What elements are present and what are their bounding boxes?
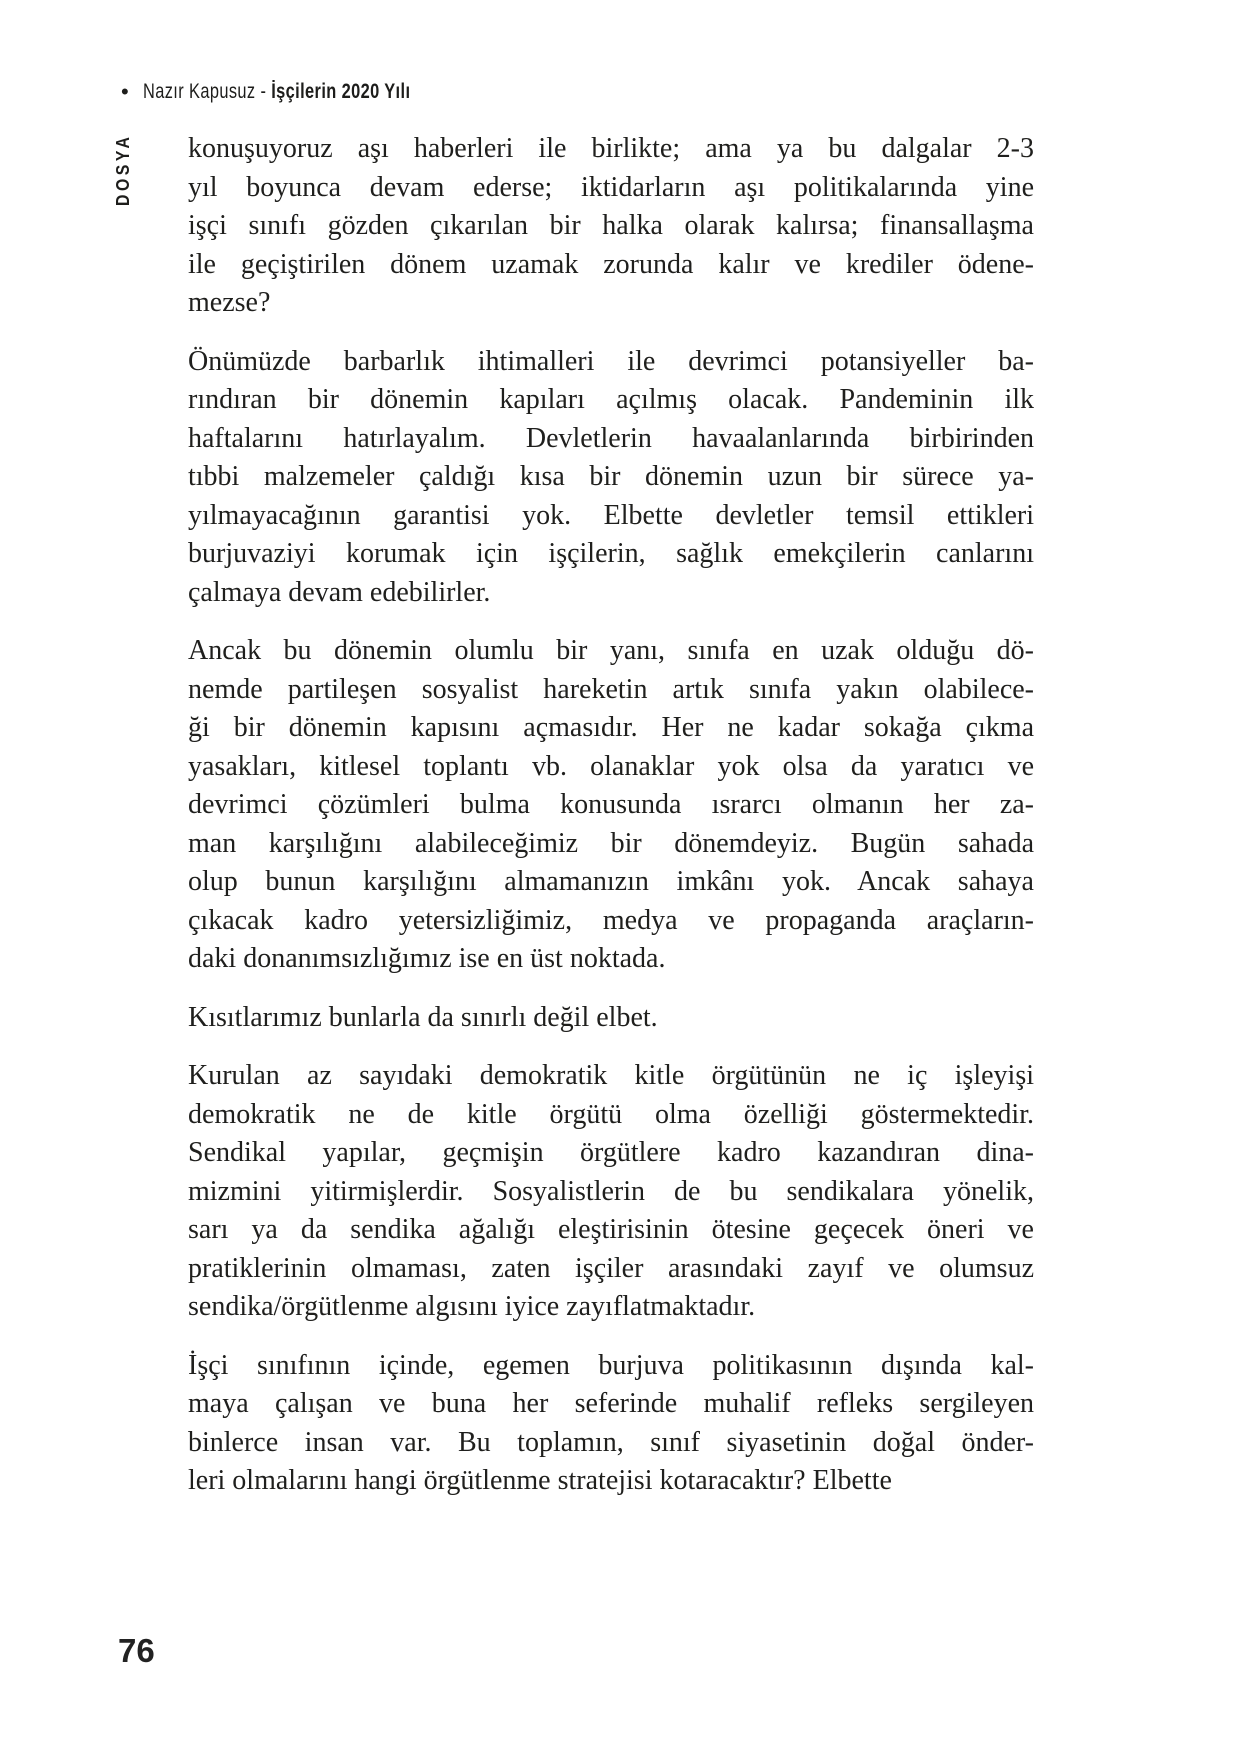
text-line: pratiklerinin olmaması, zaten işçiler arasındaki zayıf ve olumsuz [188, 1252, 1034, 1284]
text-line: mizmini yitirmişlerdir. Sosyalistlerin de bu sendikalara yönelik, [188, 1175, 1034, 1207]
paragraph [188, 1347, 1034, 1501]
text-line: mezse? [188, 287, 271, 318]
header-bullet-icon: • [121, 79, 129, 104]
text-line: Önümüzde barbarlık ihtimalleri ile devrimci potansiyeller ba- [188, 345, 1034, 377]
text-line: sendika/örgütlenme algısını iyice zayıflatmaktadır. [188, 1291, 756, 1322]
paragraph [188, 1057, 1034, 1327]
text-line: haftalarını hatırlayalım. Devletlerin havaalanlarında birbirinden [188, 422, 1034, 454]
text-line: maya çalışan ve buna her seferinde muhalif refleks sergileyen [188, 1388, 1034, 1419]
text-line: işçi sınıfı gözden çıkarılan bir halka olarak kalırsa; finansallaşma [188, 210, 1034, 241]
text-line: burjuvaziyi korumak için işçilerin, sağlık emekçilerin canlarını [188, 538, 1034, 569]
header-text [143, 80, 410, 104]
text-line: Kısıtlarımız bunlarla da sınırlı değil elbet. [188, 1001, 658, 1033]
text-line: çalmaya devam edebilirler. [188, 576, 491, 608]
text-line: daki donanımsızlığımız ise en üst noktada. [188, 943, 666, 974]
page-number: 76 [118, 1632, 155, 1669]
running-header [121, 80, 486, 104]
text-line: sarı ya da sendika ağalığı eleştirisinin ötesine geçecek öneri ve [188, 1214, 1034, 1245]
text-line: ile geçiştirilen dönem uzamak zorunda kalır ve krediler ödene- [188, 248, 1034, 280]
text-line: demokratik ne de kitle örgütü olma özelliği göstermektedir. [188, 1098, 1034, 1130]
text-line: yılmayacağının garantisi yok. Elbette devletler temsil ettikleri [188, 499, 1034, 531]
text-line: leri olmalarını hangi örgütlenme stratejisi kotaracaktır? Elbette [188, 1465, 892, 1496]
text-line: konuşuyoruz aşı haberleri ile birlikte; ama ya bu dalgalar 2-3 [188, 133, 1034, 164]
header-article-title: İşçilerin 2020 Yılı [270, 80, 411, 103]
text-line: tıbbi malzemeler çaldığı kısa bir dönemin uzun bir sürece ya- [188, 461, 1034, 492]
text-line: Ancak bu dönemin olumlu bir yanı, sınıfa en uzak olduğu dö- [188, 635, 1034, 666]
text-line: nemde partileşen sosyalist hareketin artık sınıfa yakın olabilece- [188, 673, 1034, 705]
text-line: ği bir dönemin kapısını açmasıdır. Her ne kadar sokağa çıkma [188, 712, 1034, 743]
text-line: rındıran bir dönemin kapıları açılmış olacak. Pandeminin ilk [188, 384, 1034, 415]
text-line: çıkacak kadro yetersizliğimiz, medya ve propaganda araçların- [188, 904, 1034, 936]
text-line: Kurulan az sayıdaki demokratik kitle örgütünün ne iç işleyişi [188, 1060, 1034, 1091]
text-line: yasakları, kitlesel toplantı vb. olanaklar yok olsa da yaratıcı ve [188, 750, 1034, 782]
text-line: yıl boyunca devam ederse; iktidarların aşı politikalarında yine [188, 171, 1034, 203]
paragraph [188, 999, 1034, 1038]
paragraph [188, 632, 1034, 979]
text-line: İşçi sınıfının içinde, egemen burjuva politikasının dışında kal- [188, 1349, 1034, 1381]
paragraph [188, 343, 1034, 613]
text-line: olup bunun karşılığını almamanızın imkânı yok. Ancak sahaya [188, 866, 1034, 897]
header-author: Nazır Kapusuz - [142, 80, 271, 103]
text-line: devrimci çözümleri bulma konusunda ısrarcı olmanın her za- [188, 789, 1034, 820]
section-label-vertical: DOSYA [113, 133, 133, 206]
paragraph [188, 130, 1034, 323]
body-text [188, 130, 1034, 1501]
text-line: Sendikal yapılar, geçmişin örgütlere kadro kazandıran dina- [188, 1137, 1034, 1168]
text-line: binlerce insan var. Bu toplamın, sınıf siyasetinin doğal önder- [188, 1426, 1034, 1458]
text-line: man karşılığını alabileceğimiz bir dönemdeyiz. Bugün sahada [188, 827, 1034, 859]
